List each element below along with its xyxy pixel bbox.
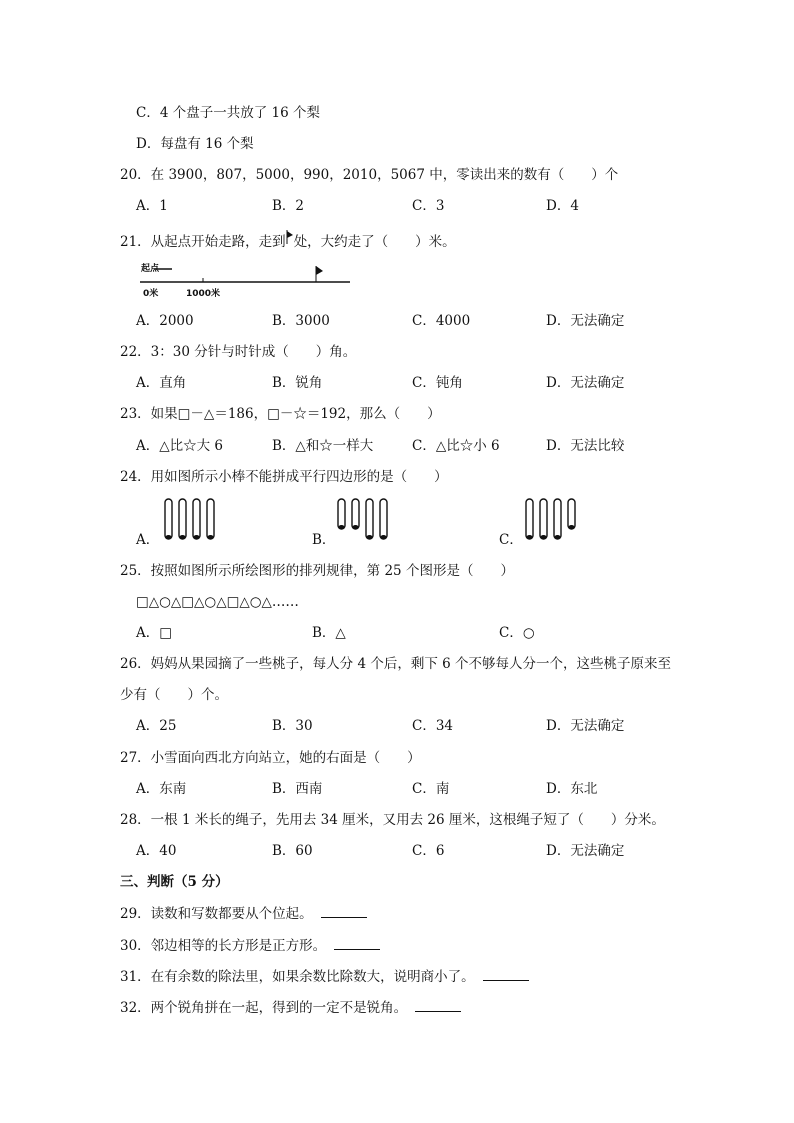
q21-label-0m: 0米: [143, 289, 159, 299]
q28-option-a: A．40: [136, 843, 177, 859]
q23-option-a: A．△比☆大 6: [136, 438, 224, 454]
q26-stem-line2: 少有（ ）个。: [120, 687, 228, 703]
q21-option-b: B．3000: [272, 313, 330, 329]
q21-option-d: D．无法确定: [546, 313, 625, 329]
q23-option-d: D．无法比较: [546, 438, 625, 454]
q21-number-line: [140, 262, 360, 292]
q21-stem: [120, 232, 456, 252]
q26-option-b: B．30: [272, 718, 313, 734]
q26-option-c: C．34: [412, 718, 454, 734]
q20-option-b: B．2: [272, 198, 305, 214]
q29-stem: 29．读数和写数都要从个位起。: [120, 906, 313, 922]
q25-option-a: A．□: [136, 625, 173, 641]
section-3-title: 三、判断（5 分）: [120, 874, 229, 890]
q26-option-a: A．25: [136, 718, 177, 734]
q28-option-d: D．无法确定: [546, 843, 625, 859]
q25-sequence: □△○△□△○△□△○△……: [136, 594, 299, 610]
q20-option-a: A．1: [136, 198, 168, 214]
q29-answer-blank[interactable]: [321, 903, 367, 918]
q28-option-c: C．6: [412, 843, 445, 859]
q24-option-a: A．: [136, 532, 160, 548]
q24-sticks-c: [525, 498, 585, 542]
q19-option-c: C．4 个盘子一共放了 16 个梨: [136, 105, 320, 121]
q31-answer-blank[interactable]: [483, 966, 529, 981]
q24-stem: 24．用如图所示小棒不能拼成平行四边形的是（ ）: [120, 469, 448, 485]
q25-stem: 25．按照如图所示所绘图形的排列规律，第 25 个图形是（ ）: [120, 563, 514, 579]
q32-stem: 32．两个锐角拼在一起，得到的一定不是锐角。: [120, 1000, 408, 1016]
q20-option-c: C．3: [412, 198, 445, 214]
q26-option-d: D．无法确定: [546, 718, 625, 734]
q30: [120, 935, 380, 956]
q26-stem-line1: 26．妈妈从果园摘了一些桃子，每人分 4 个后，剩下 6 个不够每人分一个，这些桃子原来至: [120, 656, 672, 672]
q24-sticks-a: [164, 498, 224, 542]
q32-answer-blank[interactable]: [415, 997, 461, 1012]
q27-stem: 27．小雪面向西北方向站立，她的右面是（ ）: [120, 750, 421, 766]
flag-icon: [286, 234, 294, 248]
q23-stem: 23．如果□－△＝186，□－☆＝192，那么（ ）: [120, 406, 441, 422]
q31: [120, 966, 529, 987]
q27-option-d: D．东北: [546, 781, 598, 797]
q23-option-c: C．△比☆小 6: [412, 438, 500, 454]
q21-label-1000m: 1000米: [186, 289, 221, 299]
q21-flag: [316, 266, 323, 275]
q24-sticks-b: [337, 498, 397, 542]
q22-option-a: A．直角: [136, 375, 187, 391]
q19-option-d: D．每盘有 16 个梨: [136, 136, 254, 152]
q21-stem-part2: 处，大约走了（ ）米。: [293, 234, 456, 250]
q27-option-b: B．西南: [272, 781, 323, 797]
q21-option-a: A．2000: [136, 313, 194, 329]
q28-option-b: B．60: [272, 843, 313, 859]
q30-stem: 30．邻边相等的长方形是正方形。: [120, 938, 327, 954]
q22-stem: 22．3：30 分针与时针成（ ）角。: [120, 344, 357, 360]
q32: [120, 997, 461, 1018]
q27-option-c: C．南: [412, 781, 450, 797]
q29: [120, 903, 367, 924]
q30-answer-blank[interactable]: [334, 935, 380, 950]
q22-option-b: B．锐角: [272, 375, 323, 391]
q25-option-c: C．○: [499, 625, 535, 641]
q21-stem-part1: 21．从起点开始走路，走到: [120, 234, 286, 250]
q27-option-a: A．东南: [136, 781, 187, 797]
q20-stem: 20．在 3900，807，5000，990，2010，5067 中，零读出来的数有（ ）个: [120, 167, 619, 183]
q21-start-label: 起点: [141, 264, 160, 274]
q24-option-c: C．: [499, 532, 523, 548]
q31-stem: 31．在有余数的除法里，如果余数比除数大，说明商小了。: [120, 969, 475, 985]
q25-option-b: B．△: [312, 625, 346, 641]
q22-option-c: C．钝角: [412, 375, 463, 391]
q22-option-d: D．无法确定: [546, 375, 625, 391]
q23-option-b: B．△和☆一样大: [272, 438, 374, 454]
q21-option-c: C．4000: [412, 313, 471, 329]
q20-option-d: D．4: [546, 198, 579, 214]
q24-option-b: B．: [312, 532, 336, 548]
q28-stem: 28．一根 1 米长的绳子，先用去 34 厘米，又用去 26 厘米，这根绳子短了（ ）分米。: [120, 812, 665, 828]
